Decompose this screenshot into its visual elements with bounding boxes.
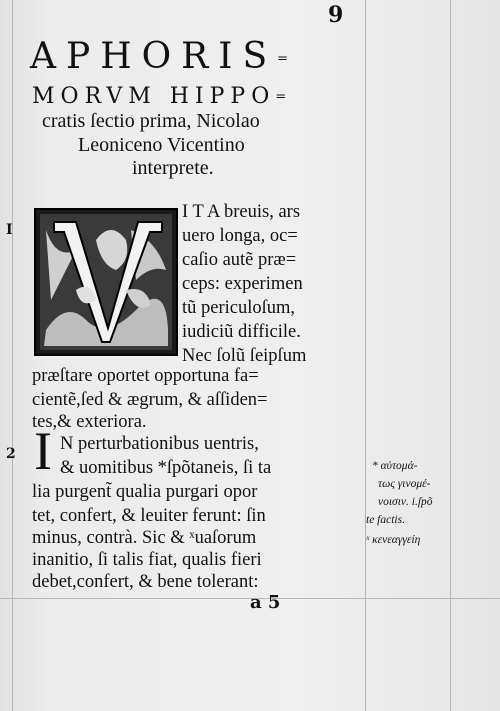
aphorism-number: 2 (6, 446, 16, 462)
marginal-gloss: * αὐτομά- (372, 460, 418, 472)
woodcut-illustration (36, 210, 176, 354)
title-line: cratis ſectio prima, Nicolao (42, 110, 260, 132)
text-line: minus, contrà. Sic & ˣuaſorum (32, 528, 257, 548)
text-line: N perturbationibus uentris, (60, 434, 259, 454)
text-line: Nec ſolũ ſeipſum (182, 346, 307, 366)
page-folio: 9 (328, 2, 344, 28)
text-line: ceps: experimen (182, 274, 303, 294)
title-line: APHORIS= (30, 36, 289, 77)
signature-mark: a 5 (250, 592, 281, 613)
scan-rule (365, 0, 366, 711)
marginal-gloss: te factis. (366, 514, 405, 526)
text-line: uero longa, oc= (182, 226, 298, 246)
text-line: cientẽ,ſed & ægrum, & aſſiden= (32, 390, 268, 410)
text-line: inanitio, ſi talis fiat, qualis fieri (32, 550, 262, 570)
text-line: I T A breuis, ars (182, 202, 301, 222)
scan-rule (450, 0, 451, 711)
text-line: iudiciũ difficile. (182, 322, 301, 342)
scan-rule (12, 0, 13, 711)
title-line: MORVM HIPPO= (32, 84, 287, 109)
text-line: tũ periculoſum, (182, 298, 296, 318)
text-line: præſtare oportet opportuna fa= (32, 366, 259, 386)
text-line: lia purgent̃ qualia purgari opor (32, 482, 258, 502)
initial-letter: I (34, 421, 52, 481)
title-line: Leoniceno Vicentino (78, 134, 245, 156)
text-line: caſio autẽ præ= (182, 250, 297, 270)
marginal-gloss: ˣ κενεαγγείη (366, 534, 421, 546)
marginal-gloss: τως γινομέ- (378, 478, 431, 490)
marginal-gloss: νοισιν. i.ſpõ (378, 496, 433, 508)
woodcut-initial (34, 208, 178, 356)
text-line: & uomitibus *ſpõtaneis, ſi ta (60, 458, 272, 478)
title-line: interprete. (132, 157, 214, 179)
text-line: tet, confert, & leuiter ferunt: ſin (32, 506, 266, 526)
aphorism-number: I (6, 222, 13, 238)
text-line: tes,& exteriora. (32, 412, 147, 432)
text-line: debet,confert, & bene tolerant: (32, 572, 259, 592)
